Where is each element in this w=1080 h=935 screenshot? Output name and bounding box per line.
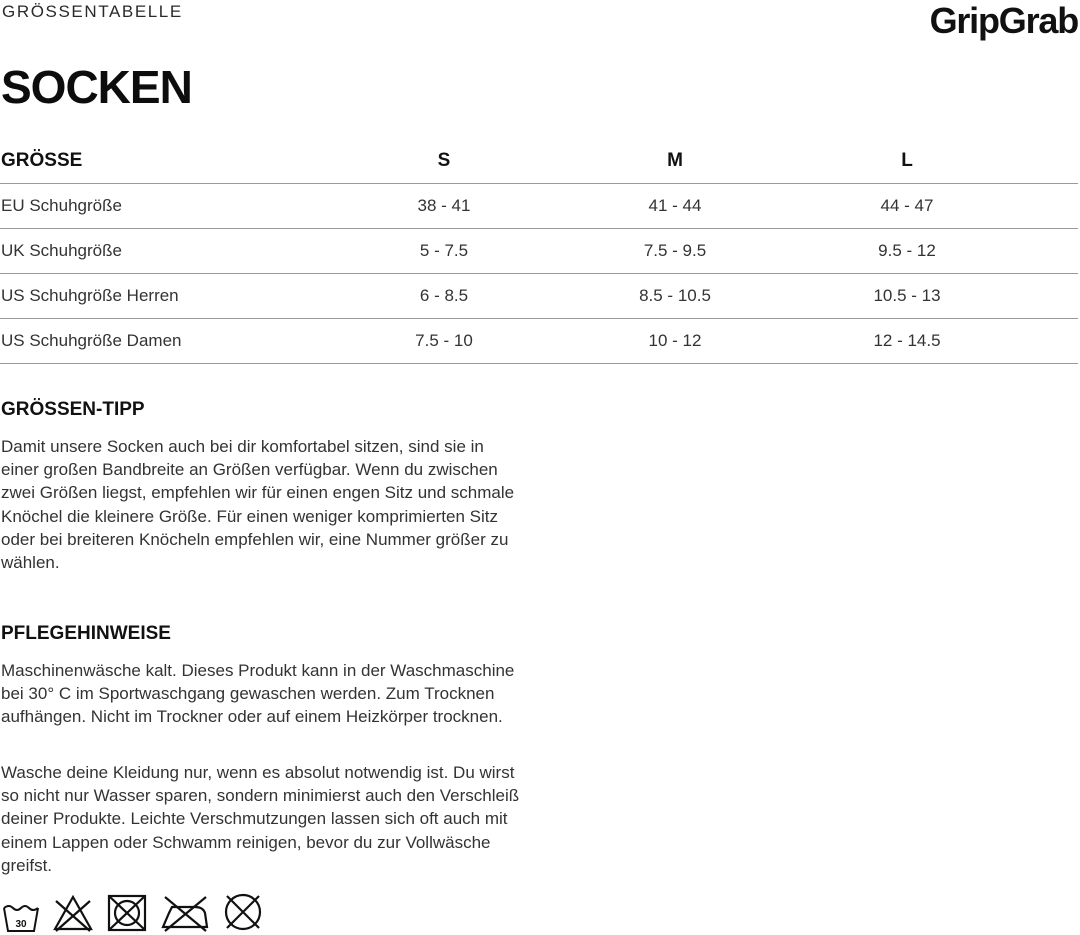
page-title: SOCKEN <box>1 61 192 113</box>
do-not-tumble-dry-icon <box>106 893 148 933</box>
brand-logo: GripGrab <box>929 0 1078 41</box>
cell-m: 7.5 - 9.5 <box>558 229 792 274</box>
do-not-bleach-icon <box>52 893 94 933</box>
column-header-s: S <box>330 139 558 184</box>
do-not-iron-icon <box>160 893 210 933</box>
cell-m: 8.5 - 10.5 <box>558 274 792 319</box>
table-row <box>0 184 1078 229</box>
size-tip-text: Damit unsere Socken auch bei dir komfortabel sitzen, sind sie in einer großen Bandbreite an Größen verfügbar. Wenn du zwischen zwei Größen liegst, empfehlen wir für einen engen Sitz und schmale Knöchel die kleinere Größe. Für einen weniger komprimierten Sitz oder bei breiteren Knöcheln empfehlen wir, eine Nummer größer zu wählen. <box>1 437 515 573</box>
page-kicker: GRÖSSENTABELLE <box>2 2 183 21</box>
cell-s: 6 - 8.5 <box>330 274 558 319</box>
cell-l: 12 - 14.5 <box>792 319 1022 364</box>
table-row <box>0 319 1078 364</box>
size-table <box>0 139 1078 364</box>
cell-s: 7.5 - 10 <box>330 319 558 364</box>
care-text-2: Wasche deine Kleidung nur, wenn es absolut notwendig ist. Du wirst so nicht nur Wasser sparen, sondern minimierst auch den Verschleiß deiner Produkte. Leichte Verschmutzungen lassen sich oft auch mit einem Lappen oder Schwamm reinigen, bevor du zur Vollwäsche greifst. <box>1 763 520 875</box>
row-label: US Schuhgröße Herren <box>0 274 330 319</box>
wash-30-icon <box>2 899 40 933</box>
table-row <box>0 229 1078 274</box>
care-symbols <box>2 893 264 933</box>
column-header-m: M <box>558 139 792 184</box>
wash-temperature-label: 30 <box>15 919 27 930</box>
care-text-1: Maschinenwäsche kalt. Dieses Produkt kann in der Waschmaschine bei 30° C im Sportwaschgang gewaschen werden. Zum Trocknen aufhängen. Nicht im Trockner oder auf einem Heizkörper trocknen. <box>1 661 515 727</box>
row-label: US Schuhgröße Damen <box>0 319 330 364</box>
cell-s: 5 - 7.5 <box>330 229 558 274</box>
column-header-l: L <box>792 139 1022 184</box>
size-tip-heading: GRÖSSEN-TIPP <box>1 399 145 420</box>
care-heading: PFLEGEHINWEISE <box>1 623 171 644</box>
do-not-dry-clean-icon <box>222 891 264 933</box>
row-label: EU Schuhgröße <box>0 184 330 229</box>
cell-l: 44 - 47 <box>792 184 1022 229</box>
size-table-header-row <box>0 139 1078 184</box>
table-row <box>0 274 1078 319</box>
cell-l: 9.5 - 12 <box>792 229 1022 274</box>
cell-m: 41 - 44 <box>558 184 792 229</box>
cell-l: 10.5 - 13 <box>792 274 1022 319</box>
cell-s: 38 - 41 <box>330 184 558 229</box>
row-label: UK Schuhgröße <box>0 229 330 274</box>
column-header-size: GRÖSSE <box>0 139 330 184</box>
cell-m: 10 - 12 <box>558 319 792 364</box>
